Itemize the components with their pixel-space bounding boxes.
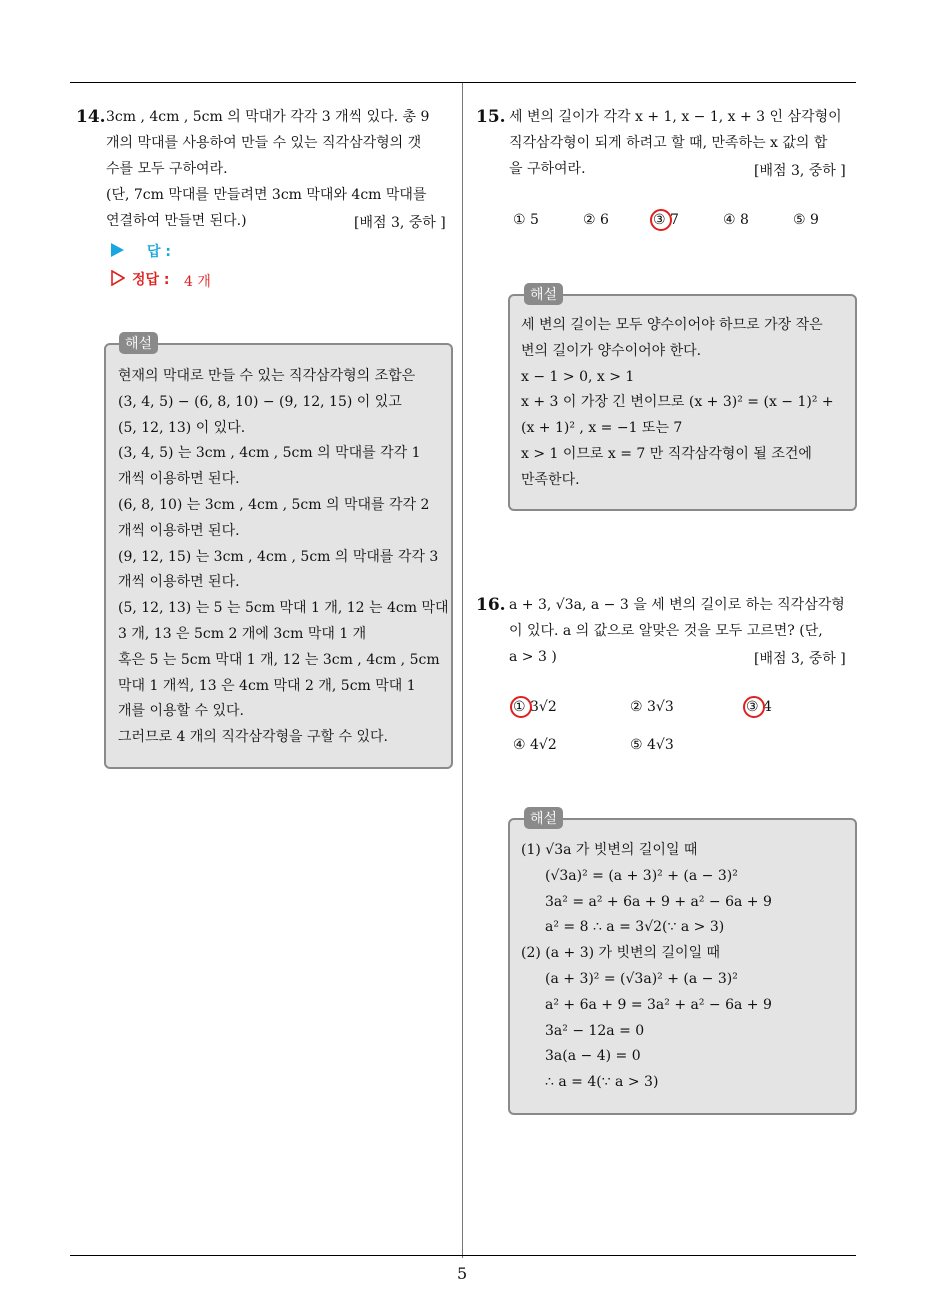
explanation-line: ∴ a = 4(∵ a > 3)	[545, 1074, 659, 1091]
explanation-line: (a + 3)² = (√3a)² + (a − 3)²	[545, 970, 738, 987]
answer-circle-mark	[510, 696, 532, 718]
explanation-tag-14: 해설	[119, 332, 158, 354]
explanation-body-15	[521, 313, 834, 494]
bottom-rule	[70, 1255, 856, 1256]
correct-answer-label: 정답 :	[132, 272, 170, 288]
answer-circle-mark	[650, 209, 672, 231]
explanation-line: a² = 8 ∴ a = 3√2(∵ a > 3)	[545, 919, 725, 936]
explanation-line: x + 3 이 가장 긴 변이므로 (x + 3)² = (x − 1)² +	[521, 394, 834, 411]
question-line: 연결하여 만들면 된다.)	[106, 213, 247, 229]
question-line: (단, 7cm 막대를 만들려면 3cm 막대와 4cm 막대를	[106, 187, 427, 203]
question-16-number: 16.	[476, 595, 506, 615]
question-15-number: 15.	[476, 107, 506, 127]
explanation-line: 만족한다.	[521, 471, 580, 488]
explanation-line: (√3a)² = (a + 3)² + (a − 3)²	[545, 867, 738, 884]
question-line: a + 3, √3a, a − 3 을 세 변의 길이로 하는 직각삼각형	[509, 597, 845, 613]
question-15-points: [배점 3, 중하 ]	[754, 163, 846, 179]
question-line: 이 있다. a 의 값으로 알맞은 것을 모두 고르면? (단,	[509, 623, 823, 639]
choice-1[interactable]: ① 3√2	[513, 699, 557, 715]
top-rule	[70, 82, 856, 83]
explanation-line: 세 변의 길이는 모두 양수이어야 하므로 가장 작은	[521, 317, 823, 333]
question-line: 세 변의 길이가 각각 x + 1, x − 1, x + 3 인 삼각형이	[509, 109, 842, 125]
explanation-line: 그러므로 4 개의 직각삼각형을 구할 수 있다.	[118, 729, 388, 746]
choice-3[interactable]: ③ 7	[653, 212, 679, 228]
column-divider	[462, 83, 463, 1258]
question-line: 직각삼각형이 되게 하려고 할 때, 만족하는 x 값의 합	[509, 135, 828, 151]
choice-3[interactable]: ③ 4	[746, 699, 772, 715]
question-line: 3cm , 4cm , 5cm 의 막대가 각각 3 개씩 있다. 총 9	[106, 109, 430, 125]
choice-4[interactable]: ④ 4√2	[513, 737, 557, 753]
choice-4[interactable]: ④ 8	[723, 212, 749, 228]
explanation-line: x − 1 > 0, x > 1	[521, 368, 635, 385]
explanation-line: (6, 8, 10) 는 3cm , 4cm , 5cm 의 막대를 각각 2	[118, 496, 430, 513]
answer-arrow-icon	[111, 243, 124, 257]
explanation-tag-15: 해설	[524, 283, 563, 305]
explanation-line: 3a(a − 4) = 0	[545, 1048, 641, 1065]
explanation-line: (3, 4, 5) − (6, 8, 10) − (9, 12, 15) 이 있고	[118, 393, 402, 410]
question-line: a > 3 )	[509, 649, 557, 665]
answer-label: 답 :	[147, 244, 171, 260]
explanation-tag-16: 해설	[524, 807, 563, 829]
explanation-line: (3, 4, 5) 는 3cm , 4cm , 5cm 의 막대를 각각 1	[118, 445, 421, 462]
question-16-points: [배점 3, 중하 ]	[754, 651, 846, 667]
explanation-line: 개씩 이용하면 된다.	[118, 522, 240, 539]
explanation-line: 변의 길이가 양수이어야 한다.	[521, 342, 702, 359]
choice-2[interactable]: ② 6	[583, 212, 609, 228]
correct-answer-value: 4 개	[184, 274, 211, 290]
explanation-line: 개를 이용할 수 있다.	[118, 703, 244, 720]
question-line: 수를 모두 구하여라.	[106, 161, 228, 177]
explanation-line: (9, 12, 15) 는 3cm , 4cm , 5cm 의 막대를 각각 3	[118, 548, 439, 565]
explanation-line: a² + 6a + 9 = 3a² + a² − 6a + 9	[545, 996, 772, 1013]
explanation-line: (5, 12, 13) 이 있다.	[118, 419, 246, 436]
choice-5[interactable]: ⑤ 4√3	[630, 737, 674, 753]
question-line: 개의 막대를 사용하여 만들 수 있는 직각삼각형의 갯	[106, 135, 422, 151]
explanation-line: (2) (a + 3) 가 빗변의 길이일 때	[521, 945, 721, 962]
explanation-line: x > 1 이므로 x = 7 만 직각삼각형이 될 조건에	[521, 445, 812, 462]
explanation-line: (5, 12, 13) 는 5 는 5cm 막대 1 개, 12 는 4cm 막대	[118, 600, 449, 617]
explanation-line: 현재의 막대로 만들 수 있는 직각삼각형의 조합은	[118, 368, 416, 384]
question-line: 을 구하여라.	[509, 161, 586, 177]
explanation-line: 3a² − 12a = 0	[545, 1022, 645, 1039]
choice-1[interactable]: ① 5	[513, 212, 539, 228]
explanation-line: 혹은 5 는 5cm 막대 1 개, 12 는 3cm , 4cm , 5cm	[118, 651, 440, 668]
explanation-body-16	[521, 838, 772, 1096]
question-14-number: 14.	[76, 107, 106, 127]
explanation-body-14	[118, 364, 449, 751]
answer-circle-mark	[743, 696, 765, 718]
explanation-line: 개씩 이용하면 된다.	[118, 574, 240, 591]
explanation-line: 개씩 이용하면 된다.	[118, 471, 240, 488]
explanation-line: 3 개, 13 은 5cm 2 개에 3cm 막대 1 개	[118, 625, 367, 642]
choice-2[interactable]: ② 3√3	[630, 699, 674, 715]
explanation-line: 막대 1 개씩, 13 은 4cm 막대 2 개, 5cm 막대 1	[118, 677, 416, 694]
question-14-points: [배점 3, 중하 ]	[354, 215, 446, 231]
page-number: 5	[457, 1264, 468, 1283]
choice-5[interactable]: ⑤ 9	[793, 212, 819, 228]
explanation-line: (1) √3a 가 빗변의 길이일 때	[521, 842, 698, 858]
explanation-line: 3a² = a² + 6a + 9 + a² − 6a + 9	[545, 893, 772, 910]
explanation-line: (x + 1)² , x = −1 또는 7	[521, 420, 683, 437]
